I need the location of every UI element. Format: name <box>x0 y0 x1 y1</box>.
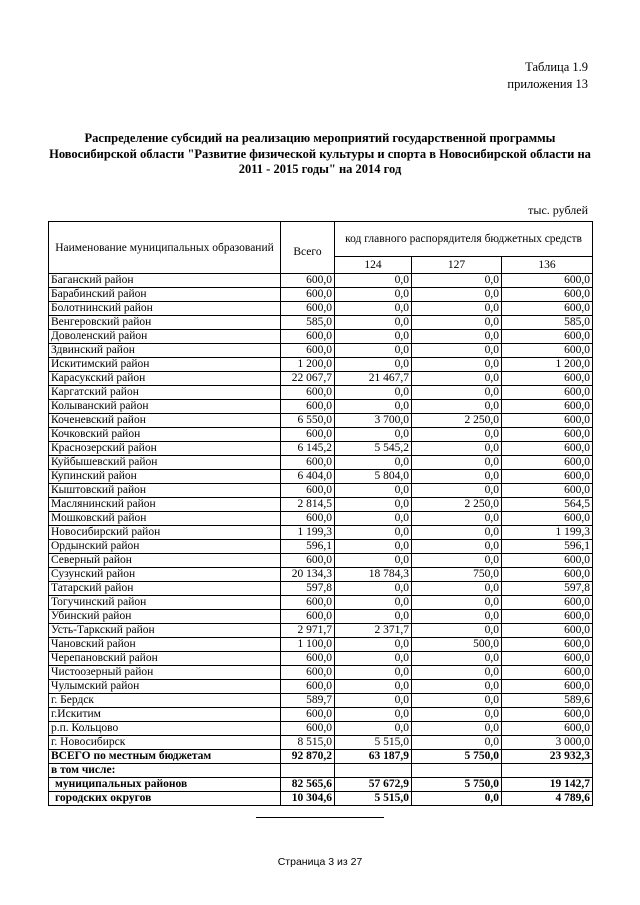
row-124: 0,0 <box>335 274 412 288</box>
row-136: 596,1 <box>502 540 593 554</box>
row-total: 600,0 <box>281 484 335 498</box>
row-name: Кочковский район <box>49 428 281 442</box>
row-name: Черепановский район <box>49 652 281 666</box>
row-127: 0,0 <box>412 666 502 680</box>
row-124: 0,0 <box>335 484 412 498</box>
row-124: 0,0 <box>335 610 412 624</box>
row-127: 0,0 <box>412 428 502 442</box>
row-name: Венгеровский район <box>49 316 281 330</box>
row-124: 0,0 <box>335 428 412 442</box>
row-136: 600,0 <box>502 512 593 526</box>
row-name: Доволенский район <box>49 330 281 344</box>
summary-total-124: 63 187,9 <box>335 750 412 764</box>
row-127: 0,0 <box>412 484 502 498</box>
row-136: 600,0 <box>502 652 593 666</box>
row-124: 0,0 <box>335 456 412 470</box>
row-total: 6 404,0 <box>281 470 335 484</box>
row-total: 600,0 <box>281 302 335 316</box>
row-136: 600,0 <box>502 456 593 470</box>
row-136: 3 000,0 <box>502 736 593 750</box>
row-127: 0,0 <box>412 456 502 470</box>
row-name: Здвинский район <box>49 344 281 358</box>
row-124: 0,0 <box>335 680 412 694</box>
row-name: Болотнинский район <box>49 302 281 316</box>
row-124: 5 515,0 <box>335 736 412 750</box>
table-row <box>49 610 593 624</box>
row-name: Каргатский район <box>49 386 281 400</box>
row-124: 3 700,0 <box>335 414 412 428</box>
row-136: 600,0 <box>502 638 593 652</box>
row-name: Краснозерский район <box>49 442 281 456</box>
row-124: 2 371,7 <box>335 624 412 638</box>
row-name: Маслянинский район <box>49 498 281 512</box>
row-136: 600,0 <box>502 386 593 400</box>
row-136: 600,0 <box>502 470 593 484</box>
row-136: 600,0 <box>502 274 593 288</box>
page-number: Страница 3 из 27 <box>277 856 363 868</box>
table-row <box>49 526 593 540</box>
row-name: г. Бердск <box>49 694 281 708</box>
table-row <box>49 582 593 596</box>
row-136: 600,0 <box>502 302 593 316</box>
row-127: 0,0 <box>412 512 502 526</box>
appendix-number: приложения 13 <box>507 77 588 91</box>
row-name: Татарский район <box>49 582 281 596</box>
row-total: 600,0 <box>281 596 335 610</box>
row-total: 600,0 <box>281 456 335 470</box>
row-127: 0,0 <box>412 302 502 316</box>
row-124: 0,0 <box>335 288 412 302</box>
row-name: Купинский район <box>49 470 281 484</box>
row-total: 600,0 <box>281 708 335 722</box>
table-row <box>49 638 593 652</box>
row-127: 0,0 <box>412 680 502 694</box>
table-row <box>49 694 593 708</box>
table-row <box>49 722 593 736</box>
summary-row-including <box>49 764 593 778</box>
row-136: 1 200,0 <box>502 358 593 372</box>
row-127: 0,0 <box>412 610 502 624</box>
row-127: 0,0 <box>412 372 502 386</box>
table-row <box>49 302 593 316</box>
row-127: 2 250,0 <box>412 498 502 512</box>
row-name: Баганский район <box>49 274 281 288</box>
row-136: 564,5 <box>502 498 593 512</box>
row-total: 600,0 <box>281 680 335 694</box>
row-total: 6 145,2 <box>281 442 335 456</box>
table-row <box>49 358 593 372</box>
table-row <box>49 554 593 568</box>
table-row <box>49 666 593 680</box>
title-line-3: 2011 - 2015 годы" на 2014 год <box>238 162 402 176</box>
row-name: Тогучинский район <box>49 596 281 610</box>
row-total: 6 550,0 <box>281 414 335 428</box>
row-total: 600,0 <box>281 428 335 442</box>
row-127: 0,0 <box>412 470 502 484</box>
row-127: 500,0 <box>412 638 502 652</box>
column-header-total: Всего <box>281 222 335 274</box>
row-136: 600,0 <box>502 610 593 624</box>
summary-cities-label: городских округов <box>49 792 281 806</box>
row-127: 0,0 <box>412 722 502 736</box>
row-name: Новосибирский район <box>49 526 281 540</box>
row-name: Чановский район <box>49 638 281 652</box>
table-summary <box>49 750 593 806</box>
table-row <box>49 414 593 428</box>
row-124: 21 467,7 <box>335 372 412 386</box>
row-124: 0,0 <box>335 316 412 330</box>
row-name: Карасукский район <box>49 372 281 386</box>
row-name: Чистоозерный район <box>49 666 281 680</box>
row-total: 585,0 <box>281 316 335 330</box>
row-total: 589,7 <box>281 694 335 708</box>
row-136: 600,0 <box>502 554 593 568</box>
row-127: 0,0 <box>412 316 502 330</box>
row-127: 0,0 <box>412 540 502 554</box>
row-name: Мошковский район <box>49 512 281 526</box>
row-136: 600,0 <box>502 428 593 442</box>
summary-cities-136: 4 789,6 <box>502 792 593 806</box>
row-name: Ордынский район <box>49 540 281 554</box>
row-124: 0,0 <box>335 638 412 652</box>
row-136: 600,0 <box>502 596 593 610</box>
units-label: тыс. рублей <box>528 203 588 217</box>
summary-districts-value: 82 565,6 <box>281 778 335 792</box>
row-136: 597,8 <box>502 582 593 596</box>
row-136: 600,0 <box>502 442 593 456</box>
row-124: 0,0 <box>335 722 412 736</box>
row-136: 600,0 <box>502 344 593 358</box>
row-136: 600,0 <box>502 624 593 638</box>
row-total: 600,0 <box>281 652 335 666</box>
row-127: 0,0 <box>412 288 502 302</box>
row-total: 600,0 <box>281 722 335 736</box>
table-row <box>49 568 593 582</box>
summary-total-136: 23 932,3 <box>502 750 593 764</box>
column-header-136: 136 <box>502 257 593 274</box>
footer-divider <box>256 817 384 818</box>
row-name: г.Искитим <box>49 708 281 722</box>
row-total: 2 971,7 <box>281 624 335 638</box>
column-header-127: 127 <box>412 257 502 274</box>
summary-districts-124: 57 672,9 <box>335 778 412 792</box>
summary-row-total <box>49 750 593 764</box>
row-name: Кыштовский район <box>49 484 281 498</box>
row-127: 0,0 <box>412 624 502 638</box>
row-124: 0,0 <box>335 302 412 316</box>
row-total: 1 100,0 <box>281 638 335 652</box>
row-124: 0,0 <box>335 666 412 680</box>
summary-row-cities <box>49 792 593 806</box>
row-127: 0,0 <box>412 386 502 400</box>
row-name: Сузунский район <box>49 568 281 582</box>
row-127: 0,0 <box>412 344 502 358</box>
row-127: 2 250,0 <box>412 414 502 428</box>
row-name: р.п. Кольцово <box>49 722 281 736</box>
row-136: 589,6 <box>502 694 593 708</box>
row-name: Барабинский район <box>49 288 281 302</box>
table-row <box>49 330 593 344</box>
row-name: Северный район <box>49 554 281 568</box>
row-127: 0,0 <box>412 330 502 344</box>
row-124: 0,0 <box>335 652 412 666</box>
table-row <box>49 652 593 666</box>
row-127: 0,0 <box>412 694 502 708</box>
row-136: 600,0 <box>502 288 593 302</box>
row-total: 600,0 <box>281 330 335 344</box>
table-row <box>49 484 593 498</box>
row-136: 600,0 <box>502 414 593 428</box>
summary-total-label: ВСЕГО по местным бюджетам <box>49 750 281 764</box>
summary-cities-value: 10 304,6 <box>281 792 335 806</box>
row-total: 600,0 <box>281 610 335 624</box>
row-124: 5 804,0 <box>335 470 412 484</box>
row-124: 0,0 <box>335 386 412 400</box>
summary-cities-124: 5 515,0 <box>335 792 412 806</box>
column-header-124: 124 <box>335 257 412 274</box>
row-total: 596,1 <box>281 540 335 554</box>
table-row <box>49 274 593 288</box>
row-136: 600,0 <box>502 400 593 414</box>
subsidy-table <box>48 221 593 806</box>
table-row <box>49 372 593 386</box>
column-header-group: код главного распорядителя бюджетных средств <box>335 222 593 257</box>
row-total: 600,0 <box>281 386 335 400</box>
row-total: 600,0 <box>281 344 335 358</box>
table-row <box>49 400 593 414</box>
summary-cities-127: 0,0 <box>412 792 502 806</box>
row-124: 0,0 <box>335 512 412 526</box>
row-name: г. Новосибирск <box>49 736 281 750</box>
row-name: Усть-Таркский район <box>49 624 281 638</box>
table-row <box>49 344 593 358</box>
row-124: 18 784,3 <box>335 568 412 582</box>
row-name: Куйбышевский район <box>49 456 281 470</box>
row-total: 22 067,7 <box>281 372 335 386</box>
row-124: 0,0 <box>335 554 412 568</box>
row-127: 0,0 <box>412 596 502 610</box>
row-127: 0,0 <box>412 736 502 750</box>
row-127: 0,0 <box>412 554 502 568</box>
row-136: 1 199,3 <box>502 526 593 540</box>
row-total: 600,0 <box>281 400 335 414</box>
row-124: 5 545,2 <box>335 442 412 456</box>
row-127: 0,0 <box>412 708 502 722</box>
row-127: 0,0 <box>412 526 502 540</box>
row-136: 600,0 <box>502 568 593 582</box>
summary-districts-136: 19 142,7 <box>502 778 593 792</box>
row-127: 750,0 <box>412 568 502 582</box>
row-124: 0,0 <box>335 344 412 358</box>
row-124: 0,0 <box>335 358 412 372</box>
row-124: 0,0 <box>335 708 412 722</box>
row-total: 600,0 <box>281 512 335 526</box>
row-total: 20 134,3 <box>281 568 335 582</box>
row-127: 0,0 <box>412 582 502 596</box>
table-body <box>49 274 593 750</box>
row-124: 0,0 <box>335 582 412 596</box>
row-127: 0,0 <box>412 400 502 414</box>
row-name: Коченевский район <box>49 414 281 428</box>
summary-districts-label: муниципальных районов <box>49 778 281 792</box>
table-row <box>49 316 593 330</box>
row-name: Чулымский район <box>49 680 281 694</box>
table-row <box>49 470 593 484</box>
row-127: 0,0 <box>412 442 502 456</box>
row-total: 2 814,5 <box>281 498 335 512</box>
row-124: 0,0 <box>335 330 412 344</box>
row-136: 600,0 <box>502 722 593 736</box>
table-row <box>49 498 593 512</box>
row-136: 600,0 <box>502 680 593 694</box>
row-127: 0,0 <box>412 358 502 372</box>
table-row <box>49 596 593 610</box>
table-row <box>49 288 593 302</box>
row-name: Колыванский район <box>49 400 281 414</box>
row-name: Убинский район <box>49 610 281 624</box>
title-line-2: Новосибирской области "Развитие физической культуры и спорта в Новосибирской области на <box>49 146 591 161</box>
table-row <box>49 386 593 400</box>
table-reference <box>507 59 588 93</box>
summary-including-label: в том числе: <box>49 764 281 778</box>
row-127: 0,0 <box>412 274 502 288</box>
row-total: 600,0 <box>281 666 335 680</box>
row-total: 600,0 <box>281 274 335 288</box>
row-136: 600,0 <box>502 484 593 498</box>
row-124: 0,0 <box>335 596 412 610</box>
row-total: 600,0 <box>281 554 335 568</box>
table-row <box>49 680 593 694</box>
column-header-name: Наименование муниципальных образований <box>49 222 281 274</box>
row-136: 600,0 <box>502 708 593 722</box>
title-line-1: Распределение субсидий на реализацию мероприятий государственной программы <box>84 131 556 145</box>
table-row <box>49 442 593 456</box>
summary-districts-127: 5 750,0 <box>412 778 502 792</box>
row-127: 0,0 <box>412 652 502 666</box>
row-124: 0,0 <box>335 526 412 540</box>
summary-total-value: 92 870,2 <box>281 750 335 764</box>
row-136: 600,0 <box>502 330 593 344</box>
row-136: 600,0 <box>502 666 593 680</box>
table-row <box>49 540 593 554</box>
row-name: Искитимский район <box>49 358 281 372</box>
table-row <box>49 624 593 638</box>
row-136: 600,0 <box>502 372 593 386</box>
table-number: Таблица 1.9 <box>525 60 588 74</box>
table-row <box>49 428 593 442</box>
row-124: 0,0 <box>335 498 412 512</box>
table-row <box>49 456 593 470</box>
table-row <box>49 736 593 750</box>
row-total: 597,8 <box>281 582 335 596</box>
row-total: 1 200,0 <box>281 358 335 372</box>
page-title <box>40 131 600 178</box>
table-row <box>49 708 593 722</box>
row-124: 0,0 <box>335 540 412 554</box>
row-124: 0,0 <box>335 694 412 708</box>
row-total: 8 515,0 <box>281 736 335 750</box>
summary-total-127: 5 750,0 <box>412 750 502 764</box>
summary-row-districts <box>49 778 593 792</box>
table-row <box>49 512 593 526</box>
row-124: 0,0 <box>335 400 412 414</box>
row-total: 600,0 <box>281 288 335 302</box>
row-136: 585,0 <box>502 316 593 330</box>
row-total: 1 199,3 <box>281 526 335 540</box>
